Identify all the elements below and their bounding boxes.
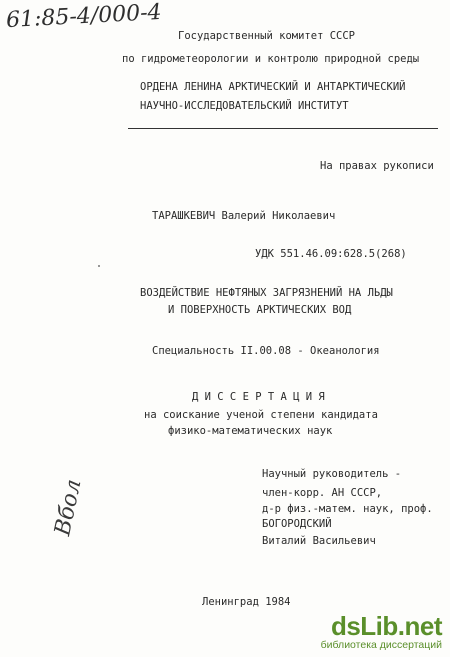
title-line-2: И ПОВЕРХНОСТЬ АРКТИЧЕСКИХ ВОД — [168, 304, 352, 316]
advisor-given-names: Виталий Васильевич — [262, 535, 376, 547]
handwritten-signature: Вбол — [50, 477, 87, 538]
advisor-surname: БОГОРОДСКИЙ — [262, 518, 332, 530]
institute-line-1: ОРДЕНА ЛЕНИНА АРКТИЧЕСКИЙ И АНТАРКТИЧЕСКИЙ — [140, 81, 406, 93]
dissertation-degree-line-2: физико-математических наук — [168, 425, 333, 437]
title-line-1: ВОЗДЕЙСТВИЕ НЕФТЯНЫХ ЗАГРЯЗНЕНИЙ НА ЛЬДЫ — [140, 287, 393, 299]
handwritten-catalog-number: 61:85-4/000-4 — [5, 0, 163, 34]
watermark-subtitle: библиотека диссертаций — [320, 639, 442, 651]
advisor-rank: член-корр. АН СССР, — [262, 487, 383, 499]
watermark — [321, 613, 442, 651]
dissertation-degree-line-1: на соискание ученой степени кандидата — [144, 409, 378, 421]
specialty: Специальность II.00.08 - Океанология — [152, 345, 380, 357]
advisor-degree: д-р физ.-матем. наук, проф. — [262, 503, 433, 515]
committee-line-2: по гидрометеорологии и контролю природной среды — [122, 53, 420, 65]
rights-note: На правах рукописи — [320, 160, 434, 172]
udc-code: УДК 551.46.09:628.5(268) — [255, 248, 407, 260]
watermark-logo: dsLib.net — [330, 611, 442, 641]
header-divider — [128, 128, 438, 129]
advisor-title: Научный руководитель - — [262, 468, 402, 480]
author-name: ТАРАШКЕВИЧ Валерий Николаевич — [152, 210, 336, 222]
city-year: Ленинград 1984 — [202, 596, 291, 608]
dissertation-heading: Д И С С Е Р Т А Ц И Я — [192, 391, 325, 403]
institute-line-2: НАУЧНО-ИССЛЕДОВАТЕЛЬСКИЙ ИНСТИТУТ — [140, 100, 349, 112]
scan-speck — [98, 265, 100, 267]
committee-line-1: Государственный комитет СССР — [178, 30, 356, 42]
